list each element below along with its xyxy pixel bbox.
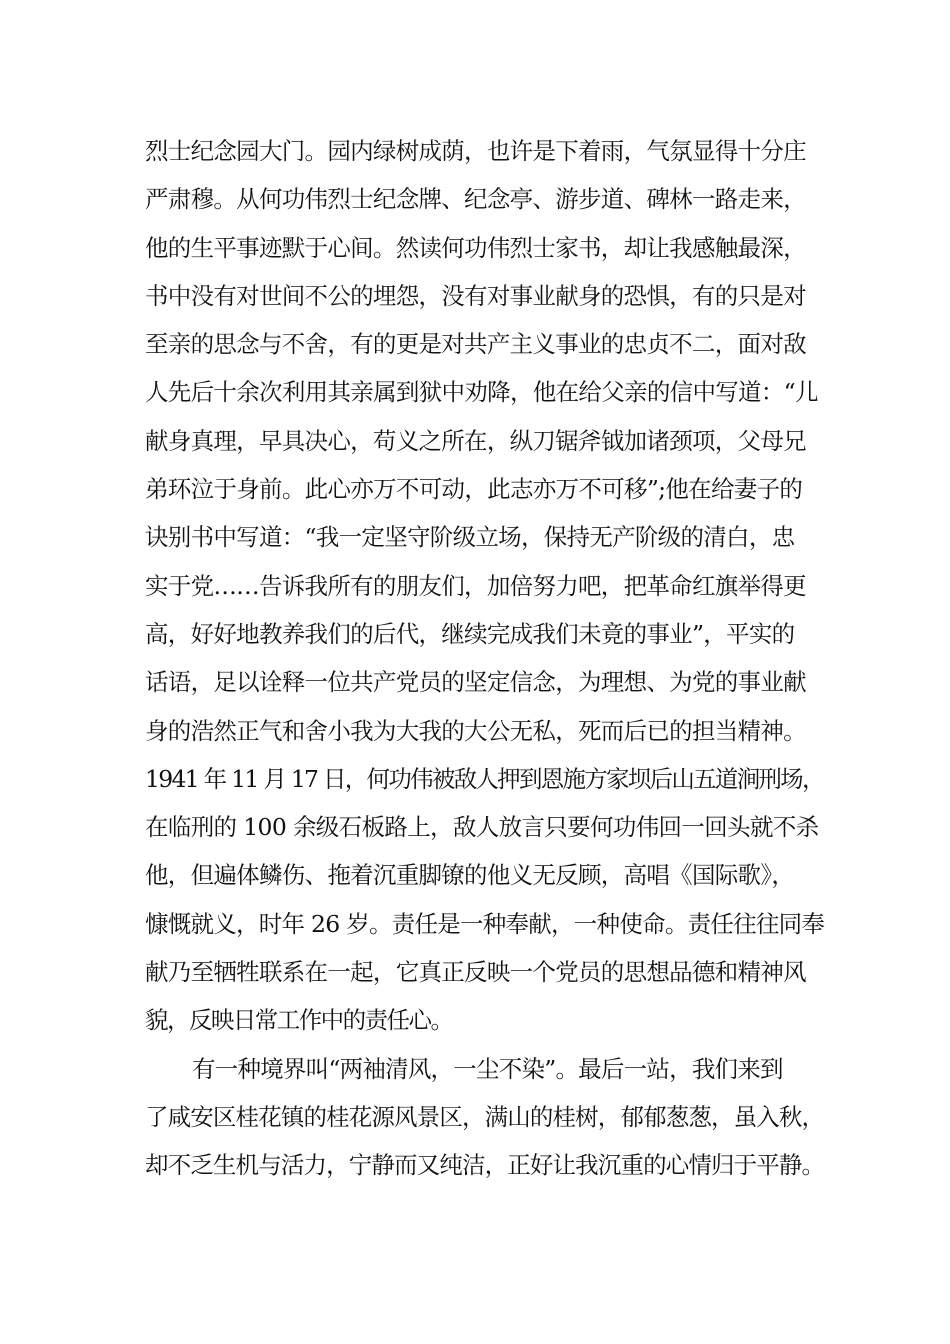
text-line: 献乃至牺牲联系在一起，它真正反映一个党员的思想品德和精神风 — [145, 958, 806, 987]
text-line: 高，好好地教养我们的后代，继续完成我们未竟的事业”，平实的 — [145, 619, 795, 648]
text-line: 话语，足以诠释一位共产党员的坚定信念，为理想、为党的事业献 — [145, 668, 806, 697]
text-line: 献身真理，早具决心，苟义之所在，纵刀锯斧钺加诸颈项，父母兄 — [145, 426, 806, 455]
text-line: 了咸安区桂花镇的桂花源风景区，满山的桂树，郁郁葱葱，虽入秋， — [145, 1102, 825, 1131]
text-line: 身的浩然正气和舍小我为大我的大公无私，死而后已的担当精神。 — [145, 716, 806, 745]
text-line: 诀别书中写道：“我一定坚守阶级立场，保持无产阶级的清白，忠 — [145, 523, 795, 552]
paragraph — [145, 1045, 845, 1190]
text-line: 烈士纪念园大门。园内绿树成荫，也许是下着雨，气氛显得十分庄 — [145, 137, 806, 165]
text-line: 貌，反映日常工作中的责任心。 — [145, 1006, 453, 1035]
text-line: 他，但遍体鳞伤、拖着沉重脚镣的他义无反顾，高唱《国际歌》， — [145, 861, 795, 890]
body-text — [145, 127, 845, 1190]
text-line: 他的生平事迹默于心间。然读何功伟烈士家书，却让我感触最深， — [145, 233, 806, 262]
text-line: 在临刑的 100 余级石板路上，敌人放言只要何功伟回一回头就不杀 — [145, 813, 819, 842]
text-line: 严肃穆。从何功伟烈士纪念牌、纪念亭、游步道、碑林一路走来， — [145, 185, 806, 214]
text-line: 却不乏生机与活力，宁静而又纯洁，正好让我沉重的心情归于平静。 — [145, 1151, 825, 1180]
text-line: 至亲的思念与不舍，有的更是对共产主义事业的忠贞不二，面对敌 — [145, 330, 806, 359]
text-line: 人先后十余次利用其亲属到狱中劝降，他在给父亲的信中写道：“儿 — [145, 378, 818, 407]
text-line: 慷慨就义，时年 26 岁。责任是一种奉献，一种使命。责任往往同奉 — [145, 909, 825, 938]
paragraph — [145, 127, 845, 1045]
text-line: 1941 年 11 月 17 日，何功伟被敌人押到恩施方家坝后山五道涧刑场， — [145, 764, 824, 793]
text-line: 书中没有对世间不公的埋怨，没有对事业献身的恐惧，有的只是对 — [145, 281, 806, 310]
text-line: 弟环泣于身前。此心亦万不可动，此志亦万不可移”;他在给妻子的 — [145, 475, 803, 504]
text-line: 有一种境界叫“两袖清风，一尘不染”。最后一站，我们来到 — [192, 1054, 783, 1083]
text-line: 实于党……告诉我所有的朋友们，加倍努力吧，把革命红旗举得更 — [145, 571, 806, 600]
